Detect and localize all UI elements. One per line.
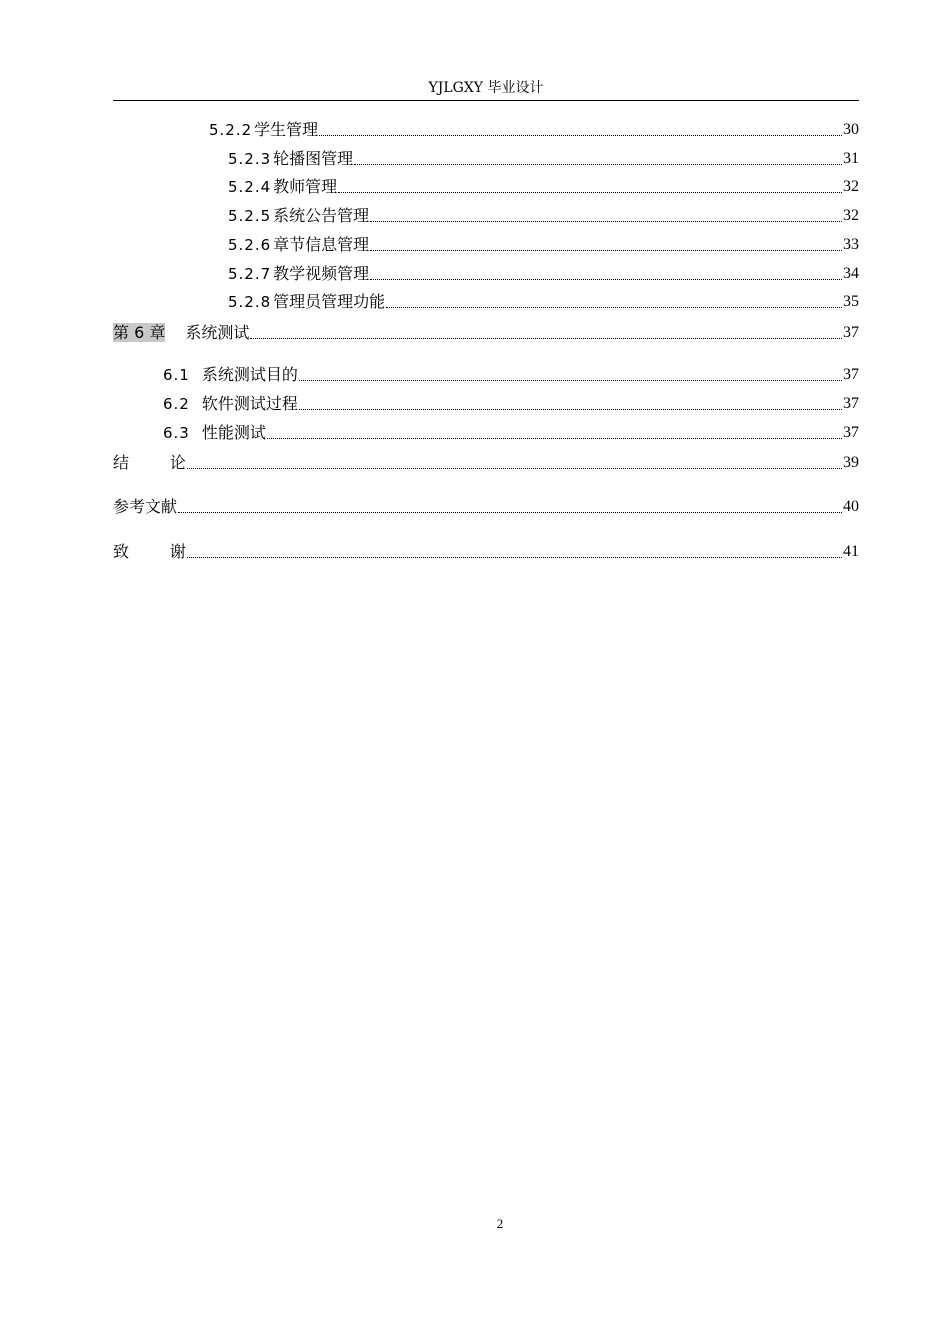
toc-number: 5.2.7 (228, 265, 272, 283)
toc-entry-6-2[interactable] (113, 391, 859, 415)
toc-leader (187, 467, 842, 469)
toc-leader (354, 163, 842, 165)
toc-title: 系统测试目的 (201, 365, 298, 384)
toc-leader (299, 408, 842, 410)
toc-leader (187, 556, 842, 558)
toc-entry-acknowledgements[interactable] (113, 539, 859, 563)
header-title: YJLGXY 毕业设计 (428, 80, 544, 96)
toc-entry-5-2-5[interactable] (113, 203, 859, 227)
toc-number: 5.2.3 (228, 150, 272, 168)
toc-entry-5-2-7[interactable] (113, 261, 859, 285)
toc-page: 33 (843, 236, 859, 253)
toc-entry-5-2-3[interactable] (113, 146, 859, 170)
toc-number: 6.1 (163, 366, 190, 384)
toc-title: 系统测试 (185, 323, 250, 342)
toc-title: 致 谢 (113, 542, 186, 561)
toc-entry-5-2-4[interactable] (113, 174, 859, 198)
page-header (113, 78, 859, 101)
toc-page: 31 (843, 150, 859, 167)
page-footer (0, 1216, 950, 1232)
toc-entry-references[interactable] (113, 494, 859, 518)
toc-title: 结 论 (113, 453, 186, 472)
toc-entry-chapter-6[interactable] (113, 320, 859, 344)
toc-title: 参考文献 (113, 497, 178, 516)
toc-entry-6-3[interactable] (113, 420, 859, 444)
toc-leader (267, 437, 842, 439)
toc-page: 32 (843, 207, 859, 224)
toc-title: 轮播图管理 (273, 149, 354, 168)
toc-page: 30 (843, 121, 859, 138)
toc-leader (299, 379, 842, 381)
toc-entry-5-2-6[interactable] (113, 232, 859, 256)
toc-leader (338, 191, 842, 193)
toc-title: 软件测试过程 (201, 394, 298, 413)
toc-title: 系统公告管理 (273, 206, 370, 225)
toc-chapter-number: 第 6 章 (113, 323, 166, 342)
toc-number: 6.2 (163, 395, 190, 413)
toc-page: 40 (843, 498, 859, 515)
toc-leader (386, 306, 842, 308)
toc-page: 32 (843, 178, 859, 195)
toc-leader (250, 337, 842, 339)
toc-entry-6-1[interactable] (113, 362, 859, 386)
toc-number: 5.2.8 (228, 293, 272, 311)
toc-page: 37 (843, 366, 859, 383)
toc-leader (178, 511, 842, 513)
toc-title: 教师管理 (273, 177, 338, 196)
toc-page: 37 (843, 424, 859, 441)
toc-title: 章节信息管理 (273, 235, 370, 254)
toc-entry-5-2-2[interactable] (113, 117, 859, 141)
toc-leader (370, 249, 842, 251)
toc-number: 6.3 (163, 424, 190, 442)
toc-leader (370, 278, 842, 280)
toc-page: 37 (843, 324, 859, 341)
page-number: 2 (496, 1216, 504, 1231)
toc-page: 35 (843, 293, 859, 310)
toc-entry-conclusion[interactable] (113, 450, 859, 474)
toc-page: 37 (843, 395, 859, 412)
toc-number: 5.2.6 (228, 236, 272, 254)
toc-page: 41 (843, 543, 859, 560)
toc-number: 5.2.5 (228, 207, 272, 225)
toc-leader (370, 220, 842, 222)
toc-number: 5.2.2 (209, 121, 253, 139)
toc-number: 5.2.4 (228, 178, 272, 196)
toc-entry-5-2-8[interactable] (113, 289, 859, 313)
toc-title: 性能测试 (201, 423, 266, 442)
toc-title: 学生管理 (254, 120, 319, 139)
toc-title: 教学视频管理 (273, 264, 370, 283)
toc-page: 34 (843, 265, 859, 282)
toc-page: 39 (843, 454, 859, 471)
toc-leader (319, 134, 842, 136)
toc-title: 管理员管理功能 (273, 292, 386, 311)
